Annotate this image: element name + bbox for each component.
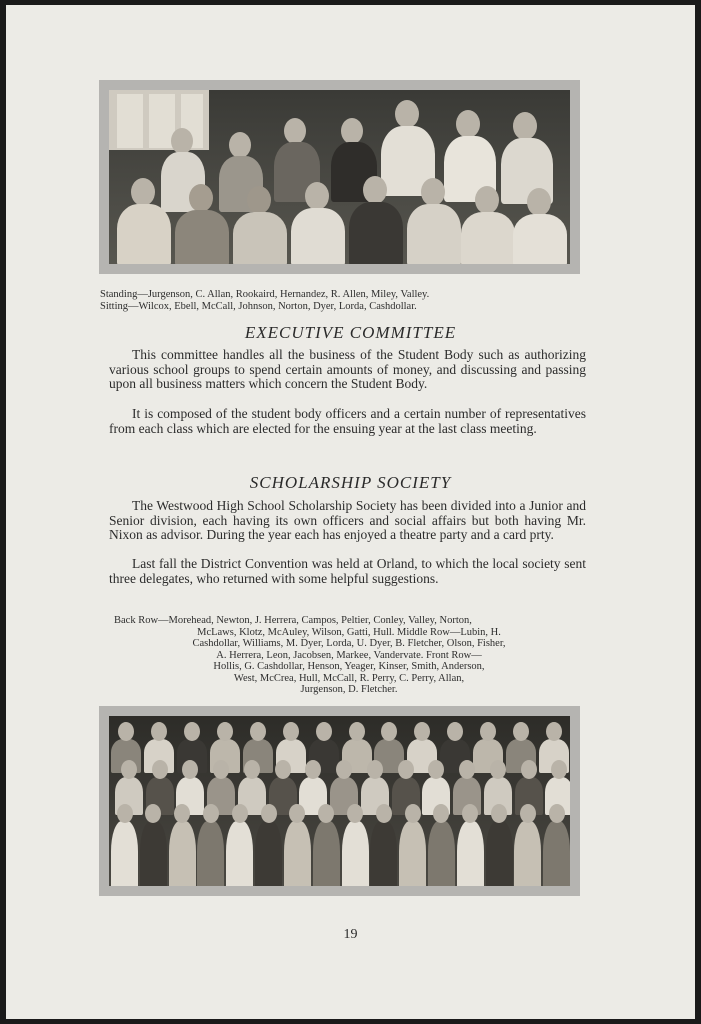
executive-paragraph-2: It is composed of the student body officers and a certain number of representatives from each class which are elected for the ensuing year at the last class meeting.	[109, 406, 586, 436]
scholarship-paragraph-1: The Westwood High School Scholarship Society has been divided into a Junior and Senior division, each having its own officers and social affairs but both having Mr. Nixon as advisor. During the year each has enjoyed a theatre party and a card prty.	[109, 498, 586, 543]
caption-line: West, McCrea, Hull, McCall, R. Perry, C. Perry, Allan,	[233, 672, 465, 684]
caption-standing-line: Standing—Jurgenson, C. Allan, Rookaird, Hernandez, R. Allen, Miley, Valley.	[100, 289, 430, 300]
caption-line: Cashdollar, Williams, M. Dyer, Lorda, U. Dyer, B. Fletcher, Olson, Fisher,	[192, 638, 506, 649]
executive-paragraph-1: This committee handles all the business of the Student Body such as authorizing various school groups to spend certain amounts of money, and discussing and passing upon all business matters which concern the Student Body.	[109, 347, 586, 392]
scholarship-society-photo	[109, 716, 570, 886]
scholarship-society-heading: SCHOLARSHIP SOCIETY	[249, 473, 452, 492]
page-number: 19	[343, 927, 358, 942]
scholarship-society-photo-frame	[99, 706, 580, 896]
scholarship-photo-caption	[114, 615, 584, 696]
executive-photo-caption	[100, 289, 600, 312]
caption-line: Jurgenson, D. Fletcher.	[300, 684, 398, 695]
executive-committee-photo-frame	[99, 80, 580, 274]
caption-line: A. Herrera, Leon, Jacobsen, Markee, Vandervate. Front Row—	[216, 649, 482, 661]
caption-line: Back Row—Morehead, Newton, J. Herrera, Campos, Peltier, Conley, Valley, Norton,	[114, 615, 472, 626]
yearbook-page	[6, 5, 695, 1019]
caption-sitting-line: Sitting—Wilcox, Ebell, McCall, Johnson, Norton, Dyer, Lorda, Cashdollar.	[100, 300, 417, 312]
caption-line: Hollis, G. Cashdollar, Henson, Yeager, Kinser, Smith, Anderson,	[213, 661, 485, 672]
executive-committee-photo	[109, 90, 570, 264]
executive-committee-heading: EXECUTIVE COMMITTEE	[244, 323, 457, 342]
scholarship-paragraph-2: Last fall the District Convention was held at Orland, to which the local society sent three delegates, who returned with some helpful suggestions.	[109, 556, 586, 586]
caption-line: McLaws, Klotz, McAuley, Wilson, Gatti, Hull. Middle Row—Lubin, H.	[197, 626, 501, 638]
